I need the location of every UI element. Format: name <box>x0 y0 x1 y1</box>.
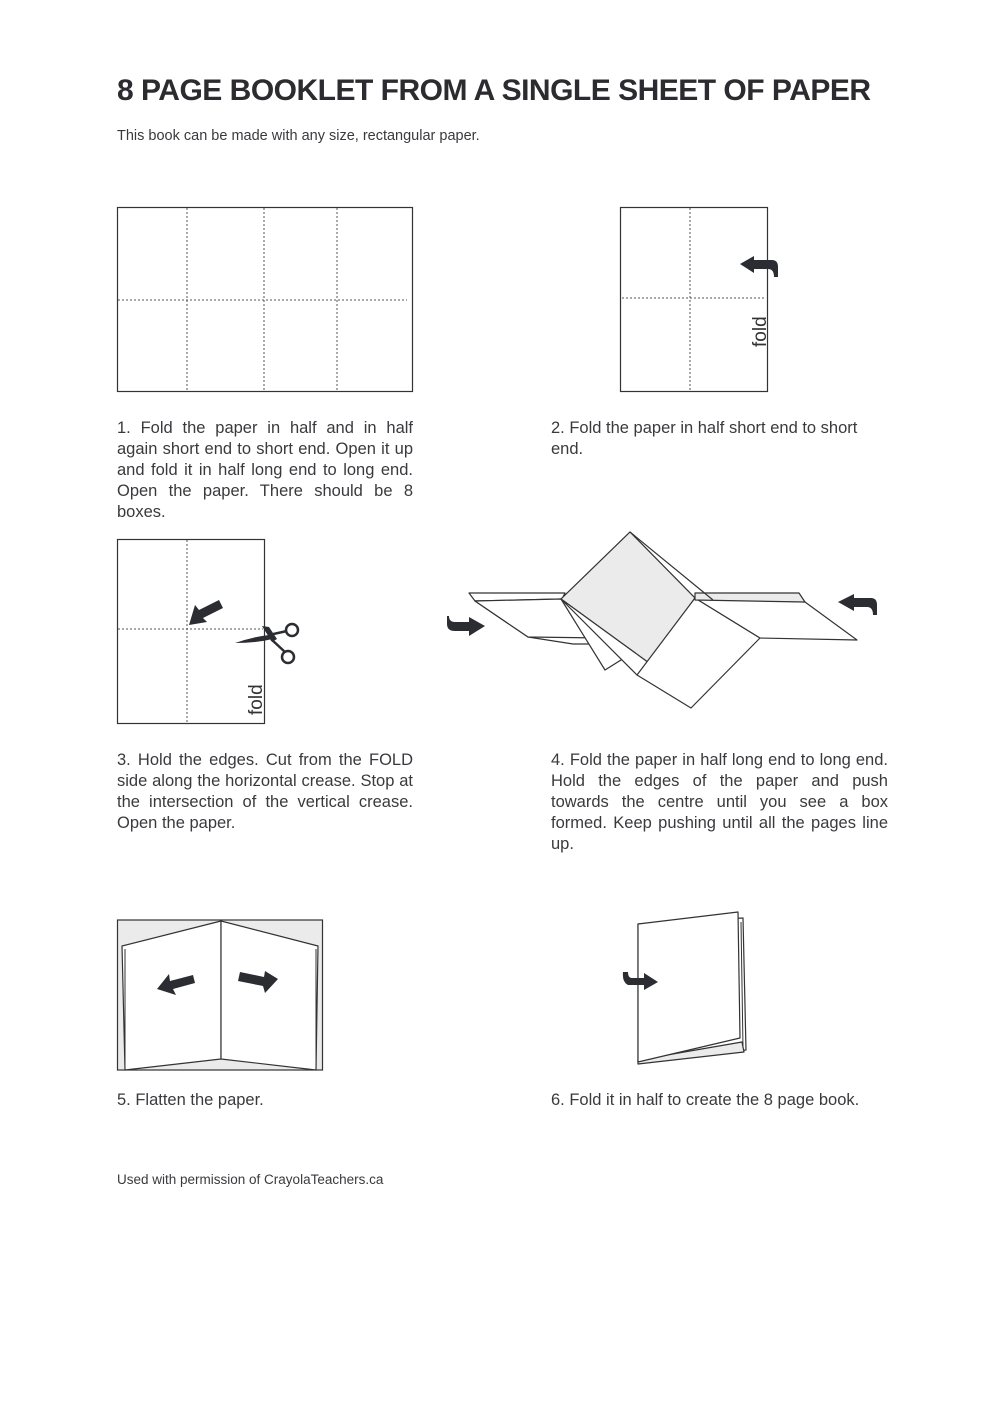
step-5-diagram <box>117 919 325 1074</box>
step-2-text: 2. Fold the paper in half short end to short end. <box>551 419 858 458</box>
fold-label: fold <box>246 684 267 715</box>
step-6-text: 6. Fold it in half to create the 8 page book. <box>551 1091 860 1109</box>
step-5-text: 5. Flatten the paper. <box>117 1091 264 1109</box>
page-title: 8 PAGE BOOKLET FROM A SINGLE SHEET OF PAPER <box>117 74 871 107</box>
folded-sheet <box>621 208 768 392</box>
step-4-diagram <box>445 530 885 710</box>
step-4-text: 4. Fold the paper in half long end to long end. Hold the edges of the paper and push towards the centre until you see a box formed. Keep pushing until all the pages line up. <box>551 751 888 853</box>
page-subtitle: This book can be made with any size, rectangular paper. <box>117 128 480 144</box>
step-3-diagram <box>117 539 307 724</box>
step-6-diagram <box>620 910 750 1070</box>
folded-paper-shape <box>469 532 857 708</box>
curved-arrow-right-icon <box>447 616 485 636</box>
step-1-text: 1. Fold the paper in half and in half again short end to short end. Open it up and fold it in half long end to long end. Open the paper. There should be 8 boxes. <box>117 419 413 521</box>
fold-label: fold <box>750 316 771 347</box>
folded-sheet <box>118 540 265 724</box>
paper-sheet <box>118 208 413 392</box>
step-3-text: 3. Hold the edges. Cut from the FOLD side along the horizontal crease. Stop at the intersection of the vertical crease. Open the paper. <box>117 751 413 832</box>
right-page <box>221 921 318 1070</box>
step-2-diagram <box>620 207 790 392</box>
front-cover <box>638 912 740 1062</box>
curved-arrow-left-icon <box>838 594 877 615</box>
step-1-diagram <box>117 207 413 392</box>
left-page <box>122 921 221 1070</box>
credit-line: Used with permission of CrayolaTeachers.ca <box>117 1172 384 1187</box>
